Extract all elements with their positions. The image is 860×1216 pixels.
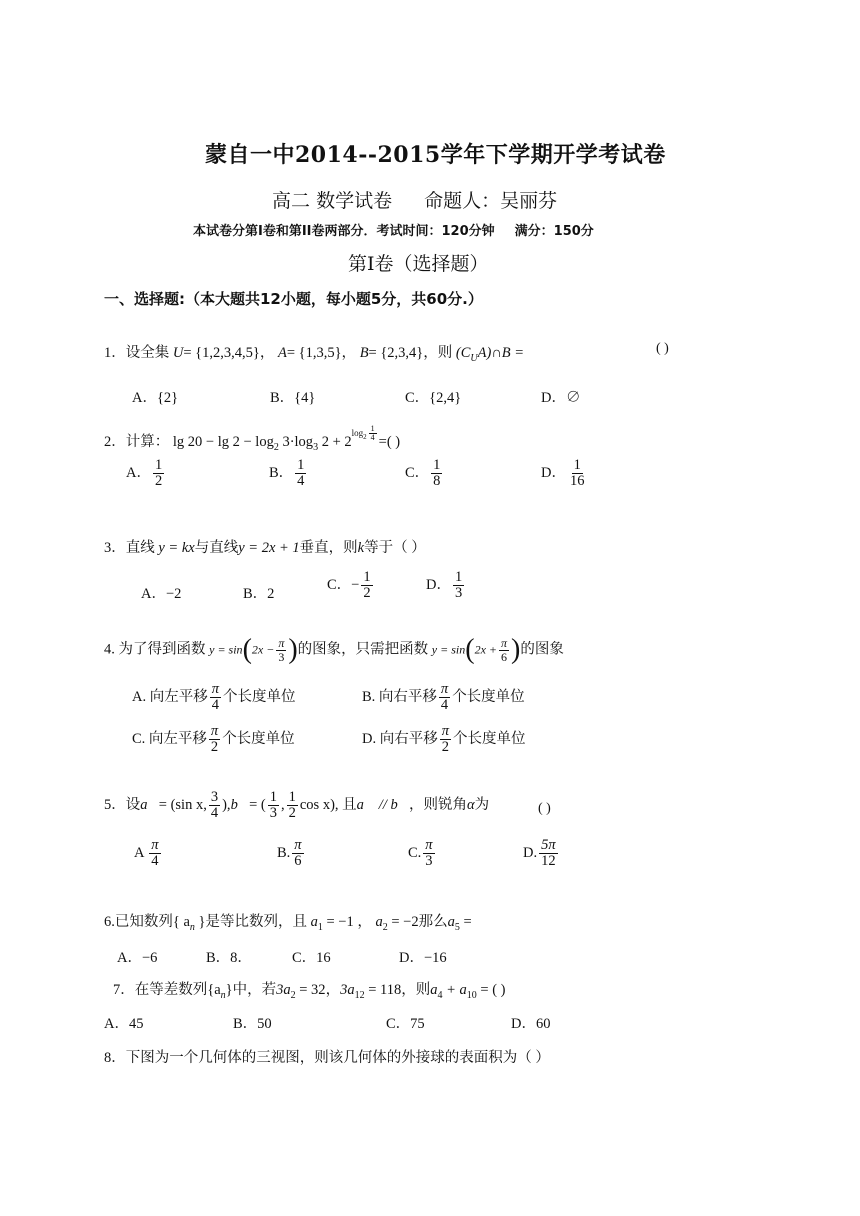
q4-option-c: [132, 724, 295, 755]
q3-option-c-num: 1: [363, 569, 371, 585]
q7-text2: }中，若: [225, 982, 277, 998]
part-title: 第Ⅰ卷（选择题）: [348, 253, 489, 275]
q7-option-c: C．75: [386, 1016, 425, 1032]
q2-option-c-den: 8: [433, 473, 441, 490]
q1-b-set: = {2,3,4}: [368, 345, 424, 361]
q4-option-a-num: π: [211, 681, 219, 697]
q1-b: B: [359, 345, 369, 361]
q2-expr2: 3·log: [278, 434, 314, 450]
q4-option-a: [132, 682, 296, 713]
question-6: [104, 910, 472, 933]
q7-sep: ，: [325, 982, 341, 998]
q2-option-a-frac: [153, 458, 164, 489]
q4-f1-paren-close: ): [288, 634, 298, 665]
q5-option-d-den: 12: [541, 853, 556, 870]
q2-exponent: [351, 424, 379, 443]
q4-option-d-frac: [440, 724, 451, 755]
q1-u: U: [172, 345, 184, 361]
q7-ask: a: [430, 982, 438, 998]
question-5: [104, 790, 489, 821]
q4-option-c-frac: [209, 724, 220, 755]
q2-option-d-frac: [568, 458, 587, 489]
q1-option-c: C．{2,4}: [405, 390, 462, 406]
q6-a2-val: = −2: [387, 914, 419, 930]
q4-f1-paren-open: (: [242, 634, 252, 665]
question-2: [104, 424, 401, 453]
q5-tail2: ，则锐角: [409, 797, 468, 814]
q6-text: 6.已知数列{ a: [104, 914, 190, 930]
q7-option-d: D．60: [511, 1016, 551, 1032]
q1-u-set: = {1,2,3,4,5}，: [183, 345, 275, 361]
q4-num: 4. 为了得到函数: [104, 641, 206, 658]
q5-option-c-num: π: [425, 837, 433, 853]
q5-option-b: [277, 838, 306, 869]
q5-option-c-label: C.: [408, 845, 422, 862]
q5-b1-den: 3: [269, 805, 277, 822]
q3-tail: 垂直，则: [299, 540, 358, 556]
q6-option-a: A．−6: [117, 950, 158, 966]
q2-sup-log: log: [351, 428, 364, 438]
q6-a5-eq: =: [459, 914, 472, 930]
q5-b2-den: 2: [288, 805, 296, 822]
q4-f2-paren-close: ): [511, 634, 521, 665]
q4-mid: 的图象，只需把函数: [297, 641, 429, 658]
q5-option-b-den: 6: [294, 853, 302, 870]
q3-option-c-den: 2: [363, 585, 371, 602]
q7-ask-mid: + a: [442, 982, 467, 998]
q6-option-d: D．−16: [399, 950, 447, 966]
q5-option-d: [523, 838, 560, 869]
q2-option-c-num: 1: [433, 457, 441, 473]
q1-option-d: D．∅: [541, 390, 581, 406]
q4-option-d: [362, 724, 526, 755]
q3-option-c-frac: [361, 570, 372, 601]
q4-option-b-post: 个长度单位: [452, 689, 525, 706]
q4-f2-in: 2x +: [474, 642, 497, 657]
q5-a-frac: [209, 790, 220, 821]
q5-num: 5．设: [104, 797, 141, 814]
q5-a-num: 3: [210, 789, 219, 805]
q5-parallel: a⃗ // b⃗: [356, 797, 410, 814]
q3-tail2: 等于（ ）: [364, 540, 426, 556]
q3-option-d: [426, 570, 466, 601]
q2-option-d-den: 16: [569, 473, 585, 490]
q3-k: k: [357, 540, 365, 556]
q6-a1: a: [310, 914, 318, 930]
q6-a2-sub: 2: [382, 921, 388, 933]
q5-b1-frac: [268, 790, 279, 821]
q2-option-c-label: C．: [405, 465, 430, 482]
q6-option-c: C．16: [292, 950, 331, 966]
q1-a: A: [277, 345, 287, 361]
q1-answer-bracket: ( ): [656, 341, 669, 356]
q6-option-b: B．8．: [206, 950, 252, 966]
q3-option-a: A．−2: [141, 586, 182, 602]
q7-tail: ，则: [401, 982, 431, 998]
q4-option-d-num: π: [441, 723, 449, 739]
q5-b1-num: 1: [269, 789, 277, 805]
q5-b2-frac: [287, 790, 298, 821]
q1-option-a: A．{2}: [132, 390, 179, 406]
q5-option-a-frac: [149, 838, 160, 869]
q4-option-c-post: 个长度单位: [222, 731, 295, 748]
q2-sup-frac-den: 4: [370, 433, 375, 443]
q5-option-d-num: 5π: [541, 837, 556, 853]
q4-f2-paren-open: (: [465, 634, 475, 665]
author: 命题人：吴丽芬: [424, 190, 558, 212]
question-8: 8．下图为一个几何体的三视图，则该几何体的外接球的表面积为（ ）: [104, 1050, 550, 1066]
q2-sub2: 2: [273, 441, 279, 453]
q5-alpha: α: [467, 797, 475, 814]
q5-option-c-frac: [423, 838, 434, 869]
q6-a5: a: [447, 914, 455, 930]
q5-answer-bracket: ( ): [538, 801, 551, 816]
exam-full-score: 满分：150分: [514, 224, 594, 239]
q4-option-a-den: 4: [211, 697, 219, 714]
q2-option-b-num: 1: [297, 457, 305, 473]
q2-sup-frac-num: 1: [370, 424, 375, 434]
q5-b: b⃗: [230, 797, 250, 814]
q5-a: a⃗: [140, 797, 159, 814]
q2-expr: lg 20 − lg 2 − log: [172, 434, 274, 450]
q6-sub-n: n: [189, 921, 195, 933]
q7-e1-sub: 2: [290, 989, 296, 1001]
q7-sub-n: n: [220, 989, 226, 1001]
question-4: [104, 634, 564, 666]
q7-option-b: B．50: [233, 1016, 272, 1032]
q4-option-c-num: π: [210, 723, 219, 739]
q3-option-d-num: 1: [454, 569, 463, 585]
q4-option-d-den: 2: [441, 739, 449, 756]
q3-num: 3．直线: [104, 540, 155, 556]
q5-b2-num: 1: [288, 789, 296, 805]
q5-a-expr: = (sin x,: [158, 797, 207, 814]
q7-ask-eq: =: [476, 982, 489, 998]
q7-answer-bracket: ( ): [492, 982, 506, 998]
q4-option-b: [362, 682, 525, 713]
q2-option-c-frac: [431, 458, 442, 489]
q1-option-b: B．{4}: [270, 390, 316, 406]
q1-expr2: A)∩B =: [477, 345, 525, 361]
q3-option-b: B．2: [243, 586, 275, 602]
q4-f2-den: 6: [501, 649, 507, 664]
q7-option-a: A．45: [104, 1016, 144, 1032]
q2-option-a-den: 2: [154, 473, 163, 490]
q3-mid: 与直线: [194, 540, 239, 556]
q2-option-a: [126, 458, 166, 489]
q2-option-b-label: B．: [269, 465, 294, 482]
q1-sub-u: U: [470, 352, 478, 364]
grade: 高二: [272, 190, 311, 212]
q7-e2-sub: 12: [354, 989, 365, 1001]
q4-option-d-pre: D. 向右平移: [362, 731, 438, 748]
q3-option-d-label: D．: [426, 577, 451, 594]
exam-parts-time: 本试卷分第I卷和第II卷两部分．考试时间：120分钟: [193, 224, 495, 239]
q2-option-b: [269, 458, 308, 489]
q4-option-b-den: 4: [440, 697, 449, 714]
q7-e1-val: = 32: [295, 982, 326, 998]
q1-num: 1．设全集: [104, 345, 170, 361]
section-title: 一、选择题:（本大题共12小题，每小题5分，共60分.）: [104, 290, 483, 308]
q2-tail: =( ): [378, 434, 401, 450]
q4-option-b-num: π: [440, 681, 449, 697]
q5-option-b-label: B.: [277, 845, 291, 862]
q4-option-a-post: 个长度单位: [223, 689, 296, 706]
q6-a5-sub: 5: [454, 921, 460, 933]
q2-option-a-num: 1: [154, 457, 163, 473]
q7-e2: 3a: [340, 982, 355, 998]
q6-tail: 那么: [418, 914, 448, 930]
q4-option-d-post: 个长度单位: [453, 731, 526, 748]
q4-f2-num: π: [501, 635, 508, 650]
q5-option-c: [408, 838, 437, 869]
q2-option-c: [405, 458, 444, 489]
q6-a1-val: = −1 ，: [322, 914, 372, 930]
exam-subtitle: [272, 186, 557, 213]
q2-option-d-label: D．: [541, 465, 566, 482]
q5-a-den: 4: [210, 805, 219, 822]
q2-option-b-den: 4: [297, 473, 305, 490]
q7-e1: 3a: [276, 982, 291, 998]
q3-line2: y = 2x + 1: [238, 540, 300, 556]
q3-option-d-frac: [453, 570, 464, 601]
q4-f1-frac: [276, 637, 286, 663]
q5-option-b-frac: [292, 838, 303, 869]
q4-f2-frac: [499, 637, 509, 663]
q2-option-d-num: 1: [573, 457, 581, 473]
q7-text: 7．在等差数列{a: [113, 982, 221, 998]
q5-option-d-frac: [539, 838, 558, 869]
q4-tail: 的图象: [520, 641, 564, 658]
q7-ask-sub1: 4: [437, 989, 443, 1001]
q2-option-b-frac: [295, 458, 306, 489]
q4-option-a-pre: A. 向左平移: [132, 689, 208, 706]
q4-option-a-frac: [210, 682, 221, 713]
q2-option-a-label: A．: [126, 465, 151, 482]
q5-tail3: 为: [474, 797, 490, 814]
q5-b-close: cos x): [299, 797, 335, 814]
q5-b-sep: ,: [280, 797, 285, 814]
q3-option-c-label: C．−: [327, 577, 360, 594]
q4-f2-pre: y = sin: [431, 642, 466, 657]
question-7: [113, 978, 505, 1001]
q4-f1-pre: y = sin: [209, 642, 243, 657]
q2-sup-frac: [369, 425, 377, 443]
q5-option-a-den: 4: [151, 853, 159, 870]
q5-option-a: [134, 838, 163, 869]
q2-option-d: [541, 458, 588, 489]
q4-option-c-pre: C. 向左平移: [132, 731, 207, 748]
subject: 数学试卷: [316, 190, 393, 212]
question-3: [104, 536, 426, 557]
q2-expr3: 2 + 2: [318, 434, 352, 450]
exam-title: 蒙自一中2014--2015学年下学期开学考试卷: [205, 142, 666, 168]
q7-ask-sub2: 10: [466, 989, 477, 1001]
q4-f1-num: π: [278, 635, 285, 650]
q2-num: 2．计算：: [104, 434, 170, 450]
q4-option-b-pre: B. 向右平移: [362, 689, 437, 706]
q5-option-a-num: π: [151, 837, 159, 853]
q4-option-b-frac: [439, 682, 450, 713]
q4-f1-den: 3: [278, 649, 285, 664]
exam-info: [193, 220, 594, 239]
q3-option-d-den: 3: [454, 585, 463, 602]
q6-text2: }是等比数列，且: [194, 914, 307, 930]
q4-option-c-den: 2: [210, 739, 219, 756]
q4-f1-in: 2x −: [251, 642, 275, 657]
q5-b-expr: = (: [249, 797, 266, 814]
q5-option-d-label: D.: [523, 845, 538, 862]
question-1: [104, 341, 524, 364]
q5-a-close: ),: [222, 797, 231, 814]
q5-option-c-den: 3: [425, 853, 433, 870]
q6-a1-sub: 1: [317, 921, 323, 933]
q5-option-a-label: A: [134, 845, 144, 862]
q1-tail: ，则: [423, 345, 453, 361]
q2-sup-base: 2: [363, 432, 367, 441]
q6-a2: a: [375, 914, 383, 930]
q1-a-set: = {1,3,5}，: [286, 345, 357, 361]
q5-option-b-num: π: [294, 837, 302, 853]
q3-line1: y = kx: [158, 540, 195, 556]
q3-option-c: [327, 570, 375, 601]
q1-expr: (C: [455, 345, 471, 361]
q5-tail: , 且: [334, 797, 357, 814]
q7-e2-val: = 118: [364, 982, 402, 998]
q2-sub3: 3: [313, 441, 319, 453]
